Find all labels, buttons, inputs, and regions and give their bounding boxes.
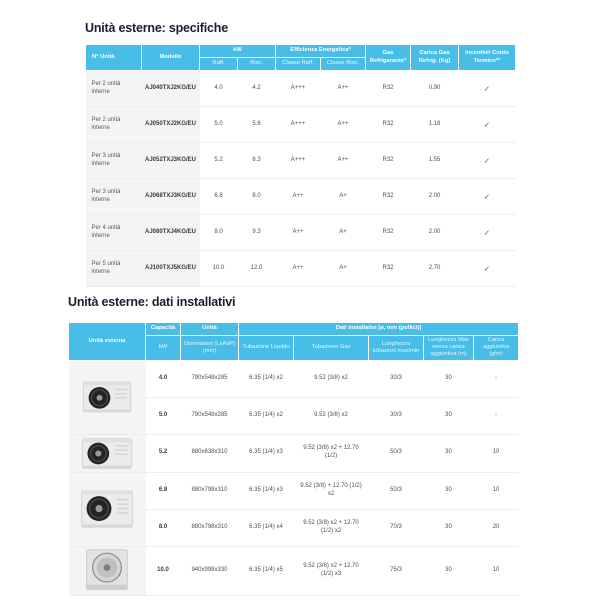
cell-modello: AJ052TXJ3KG/EU [142, 143, 200, 179]
cell-classe-risc: A+ [321, 251, 366, 287]
checkmark-icon: ✓ [459, 215, 516, 251]
cell-carica: 2.00 [411, 179, 459, 215]
col-header-raff: Raff. [200, 58, 238, 71]
col-header-carica-aggiuntiva: Carica aggiuntiva (g/m) [474, 336, 519, 361]
cell-classe-raff: A++ [276, 215, 321, 251]
outdoor-unit-icon [82, 379, 132, 415]
cell-classe-risc: A++ [321, 107, 366, 143]
cell-classe-risc: A+ [321, 215, 366, 251]
cell-capacita: 10.0 [146, 546, 181, 595]
cell-n-unita: Per 2 unità interne [86, 107, 142, 143]
col-header-unita-esterna: Unità esterna [69, 323, 146, 361]
cell-lunghezza-max: 30 [424, 360, 474, 397]
cell-tubazione-gas: 9.52 (3/8) x2 + 12.70 (1/2) x3 [294, 546, 369, 595]
cell-classe-risc: A+ [321, 179, 366, 215]
cell-carica: 2.70 [411, 251, 459, 287]
outdoor-unit-icon [85, 549, 129, 593]
cell-classe-raff: A++ [276, 251, 321, 287]
cell-tubazione-gas: 9.52 (3/8) x2 + 12.70 (1/2) x2 [294, 509, 369, 546]
col-header-classe-risc: Classe Risc. [321, 58, 366, 71]
cell-n-unita: Per 2 unità interne [86, 71, 142, 107]
cell-lunghezza-max: 30 [424, 472, 474, 509]
outdoor-unit-large-image [69, 546, 146, 595]
cell-classe-raff: A+++ [276, 107, 321, 143]
cell-dimensioni: 880x798x310 [181, 472, 239, 509]
spec-row [86, 143, 516, 179]
cell-classe-raff: A+++ [276, 71, 321, 107]
install-row [69, 434, 519, 472]
cell-risc: 12.0 [238, 251, 276, 287]
outdoor-unit-tall-image [69, 472, 146, 546]
spec-row [86, 215, 516, 251]
cell-carica-aggiuntiva: - [474, 360, 519, 397]
cell-dimensioni: 880x638x310 [181, 434, 239, 472]
specs-table-header [86, 45, 516, 71]
col-header-capacita: Capacità [146, 323, 181, 336]
cell-dimensioni: 790x548x285 [181, 360, 239, 397]
cell-carica: 1.18 [411, 107, 459, 143]
cell-raff: 10.0 [200, 251, 238, 287]
col-header-incentivi: Incentivi/ Conto Termico** [459, 45, 516, 71]
col-header-lunghezza-tubazioni: Lunghezza tubazioni max/min [369, 336, 424, 361]
cell-risc: 6.3 [238, 143, 276, 179]
cell-classe-raff: A+++ [276, 143, 321, 179]
spec-row [86, 71, 516, 107]
cell-gas: R32 [366, 179, 411, 215]
cell-capacita: 4.0 [146, 360, 181, 397]
checkmark-icon: ✓ [459, 71, 516, 107]
cell-tubazione-liquido: 6.35 (1/4) x3 [239, 434, 294, 472]
cell-capacita: 6.8 [146, 472, 181, 509]
cell-n-unita: Per 3 unità interne [86, 179, 142, 215]
install-row [69, 472, 519, 509]
cell-modello: AJ100TXJ5KG/EU [142, 251, 200, 287]
cell-carica-aggiuntiva: 20 [474, 509, 519, 546]
col-header-modello: Modello [142, 45, 200, 71]
col-header-classe-raff: Classe Raff. [276, 58, 321, 71]
checkmark-icon: ✓ [459, 107, 516, 143]
outdoor-unit-icon [80, 489, 134, 529]
cell-lunghezza-max: 30 [424, 397, 474, 434]
cell-tubazione-liquido: 6.35 (1/4) x2 [239, 360, 294, 397]
checkmark-icon: ✓ [459, 251, 516, 287]
install-table-header [69, 323, 519, 361]
cell-lunghezza: 30/3 [369, 360, 424, 397]
col-header-tubazione-liquido: Tubazione Liquido [239, 336, 294, 361]
cell-raff: 6.8 [200, 179, 238, 215]
cell-risc: 5.6 [238, 107, 276, 143]
specs-table [85, 44, 516, 287]
section1-title: Unità esterne: specifiche [85, 21, 228, 35]
cell-gas: R32 [366, 107, 411, 143]
cell-modello: AJ040TXJ2KG/EU [142, 71, 200, 107]
cell-lunghezza-max: 30 [424, 509, 474, 546]
cell-gas: R32 [366, 215, 411, 251]
cell-risc: 9.3 [238, 215, 276, 251]
cell-gas: R32 [366, 71, 411, 107]
cell-tubazione-gas: 9.52 (3/8) x2 [294, 397, 369, 434]
cell-raff: 5.0 [200, 107, 238, 143]
outdoor-unit-small-image [69, 360, 146, 434]
cell-carica: 2.00 [411, 215, 459, 251]
cell-lunghezza-max: 30 [424, 546, 474, 595]
checkmark-icon: ✓ [459, 179, 516, 215]
col-header-gas-refrigerante: Gas Refrigerante* [366, 45, 411, 71]
cell-n-unita: Per 3 unità interne [86, 143, 142, 179]
cell-risc: 8.0 [238, 179, 276, 215]
cell-classe-raff: A++ [276, 179, 321, 215]
cell-lunghezza: 30/3 [369, 397, 424, 434]
col-header-dimensioni: Dimensioni (LxAxP) (mm) [181, 336, 239, 361]
cell-classe-risc: A++ [321, 71, 366, 107]
col-header-tubazione-gas: Tubazione Gas [294, 336, 369, 361]
cell-carica: 0.90 [411, 71, 459, 107]
cell-carica-aggiuntiva: 10 [474, 546, 519, 595]
cell-modello: AJ080TXJ4KG/EU [142, 215, 200, 251]
cell-dimensioni: 940x998x330 [181, 546, 239, 595]
spec-row [86, 179, 516, 215]
cell-capacita: 8.0 [146, 509, 181, 546]
col-header-kw: kW [146, 336, 181, 361]
cell-carica: 1.55 [411, 143, 459, 179]
cell-lunghezza-max: 30 [424, 434, 474, 472]
spec-row [86, 107, 516, 143]
cell-capacita: 5.0 [146, 397, 181, 434]
col-header-unita: Unità [181, 323, 239, 336]
cell-lunghezza: 50/3 [369, 472, 424, 509]
cell-raff: 8.0 [200, 215, 238, 251]
install-row [69, 360, 519, 397]
cell-tubazione-liquido: 6.35 (1/4) x3 [239, 472, 294, 509]
cell-gas: R32 [366, 251, 411, 287]
col-header-n-unita: N° Unità [86, 45, 142, 71]
cell-tubazione-liquido: 6.35 (1/4) x2 [239, 397, 294, 434]
col-header-risc: Risc. [238, 58, 276, 71]
cell-tubazione-gas: 9.52 (3/8) + 12.70 (1/2) x2 [294, 472, 369, 509]
outdoor-unit-medium-image [69, 434, 146, 472]
install-row [69, 546, 519, 595]
section2-title: Unità esterne: dati installativi [68, 295, 236, 309]
cell-tubazione-liquido: 6.35 (1/4) x4 [239, 509, 294, 546]
cell-raff: 4.0 [200, 71, 238, 107]
outdoor-unit-icon [80, 437, 134, 470]
cell-lunghezza: 50/3 [369, 434, 424, 472]
cell-carica-aggiuntiva: - [474, 397, 519, 434]
cell-gas: R32 [366, 143, 411, 179]
checkmark-icon: ✓ [459, 143, 516, 179]
col-header-lunghezza-max: Lunghezza Max senza carica aggiuntiva (m) [424, 336, 474, 361]
col-group-kw: kW [200, 45, 276, 58]
cell-raff: 5.2 [200, 143, 238, 179]
cell-tubazione-gas: 9.52 (3/8) x2 [294, 360, 369, 397]
cell-n-unita: Per 4 unità interne [86, 215, 142, 251]
cell-carica-aggiuntiva: 10 [474, 472, 519, 509]
cell-tubazione-gas: 9.52 (3/8) x2 + 12.70 (1/2) [294, 434, 369, 472]
cell-lunghezza: 70/3 [369, 509, 424, 546]
cell-capacita: 5.2 [146, 434, 181, 472]
col-group-dati-installativi: Dati installativi [ø, mm (pollici)] [239, 323, 519, 336]
col-group-efficienza: Efficienza Energetica* [276, 45, 366, 58]
cell-dimensioni: 880x798x310 [181, 509, 239, 546]
cell-modello: AJ068TXJ3KG/EU [142, 179, 200, 215]
cell-modello: AJ050TXJ2KG/EU [142, 107, 200, 143]
cell-tubazione-liquido: 6.35 (1/4) x5 [239, 546, 294, 595]
install-data-table [68, 322, 519, 596]
cell-dimensioni: 790x548x285 [181, 397, 239, 434]
cell-carica-aggiuntiva: 10 [474, 434, 519, 472]
col-header-carica-gas: Carica Gas Refrig. (Kg) [411, 45, 459, 71]
spec-row [86, 251, 516, 287]
cell-lunghezza: 75/3 [369, 546, 424, 595]
cell-n-unita: Per 5 unità interne [86, 251, 142, 287]
cell-risc: 4.2 [238, 71, 276, 107]
cell-classe-risc: A++ [321, 143, 366, 179]
